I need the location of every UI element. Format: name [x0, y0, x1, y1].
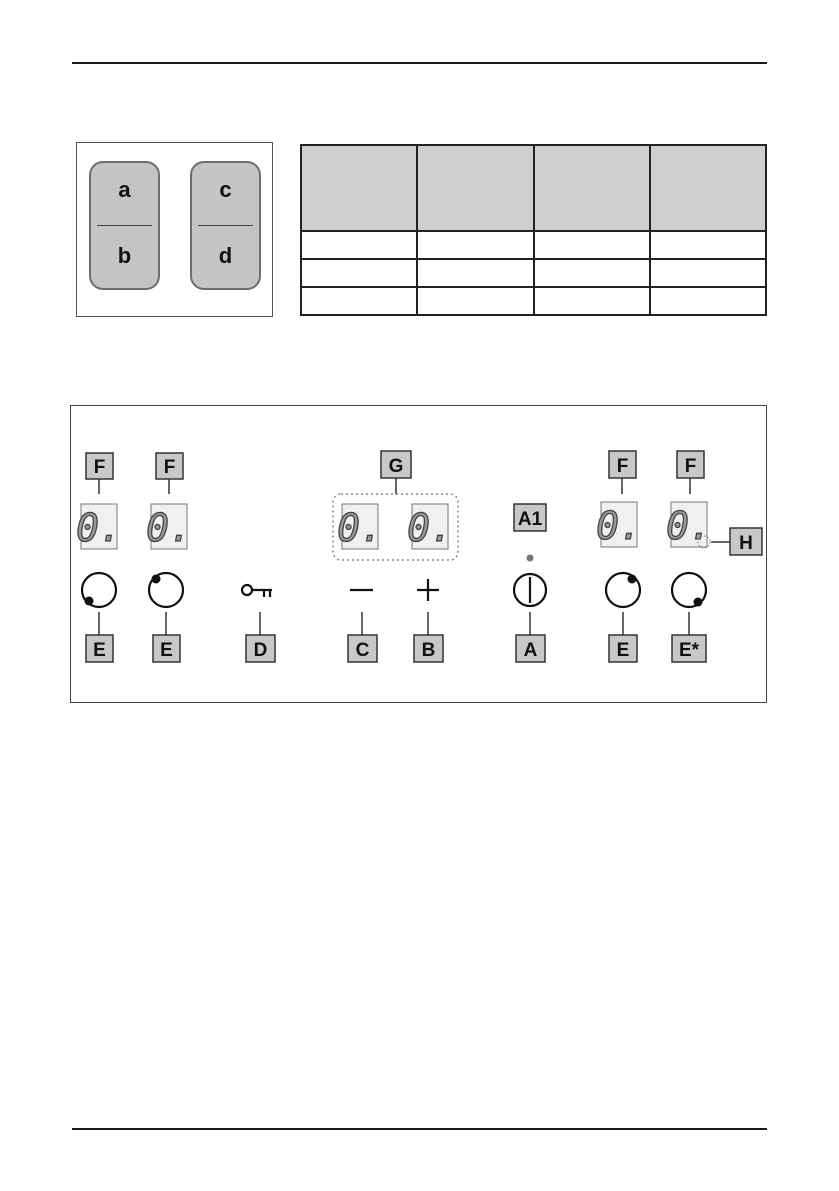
control-panel: [70, 405, 767, 703]
svg-text:0.: 0.: [666, 504, 712, 548]
svg-text:E: E: [160, 640, 173, 661]
table-cell: [534, 287, 650, 315]
label-E: [609, 635, 637, 662]
table-cell: [417, 287, 533, 315]
table-cell: [301, 231, 417, 259]
svg-text:F: F: [684, 456, 697, 477]
plus-icon[interactable]: [417, 579, 439, 601]
svg-text:H: H: [739, 533, 753, 554]
svg-text:B: B: [421, 640, 436, 661]
zone-label-c: c: [219, 177, 232, 202]
table-cell: [534, 145, 650, 231]
svg-text:0.: 0.: [146, 506, 192, 550]
zone-label-a: a: [118, 177, 131, 202]
label-A1: [514, 504, 546, 531]
svg-text:A1: A1: [517, 509, 543, 530]
svg-text:0.: 0.: [596, 504, 642, 548]
zone-display-2: [146, 504, 192, 550]
svg-text:E: E: [616, 640, 630, 661]
svg-text:G: G: [388, 456, 404, 477]
label-H: [730, 528, 762, 555]
timer-display-right: [407, 504, 453, 550]
zone-selector-icon[interactable]: [149, 573, 183, 607]
label-B: [414, 635, 443, 662]
label-E: [153, 635, 180, 662]
table-cell: [301, 287, 417, 315]
svg-text:F: F: [616, 456, 629, 477]
table-row: [301, 231, 766, 259]
cooking-zone-right: [190, 161, 261, 290]
zone-table: [300, 144, 767, 316]
label-F: [156, 453, 183, 479]
table-cell: [534, 231, 650, 259]
zone-selector-icon[interactable]: [82, 573, 116, 607]
zone-divider: [198, 225, 253, 226]
table-cell: [650, 231, 766, 259]
table-row: [301, 287, 766, 315]
label-A: [516, 635, 545, 662]
zone-display-4: [666, 502, 712, 548]
cooking-zone-left: [89, 161, 160, 290]
zone-display-3: [596, 502, 642, 548]
zone-display-1: [76, 504, 122, 550]
svg-text:F: F: [93, 457, 106, 478]
table-cell: [417, 145, 533, 231]
label-D: [246, 635, 275, 662]
label-F: [677, 451, 704, 478]
table-cell: [650, 287, 766, 315]
svg-text:0.: 0.: [76, 506, 122, 550]
label-E: [86, 635, 113, 662]
svg-text:D: D: [253, 640, 268, 661]
table-header-row: [301, 145, 766, 231]
table-cell: [650, 259, 766, 287]
label-F: [609, 451, 636, 478]
table-cell: [301, 145, 417, 231]
table-cell: [417, 231, 533, 259]
svg-text:E*: E*: [678, 640, 700, 661]
label-E-star: [672, 635, 706, 662]
timer-display-left: [337, 504, 383, 550]
table-cell: [534, 259, 650, 287]
zone-label-d: d: [218, 243, 233, 268]
table-cell: [301, 259, 417, 287]
svg-text:0.: 0.: [337, 506, 383, 550]
hob-layout-figure: [76, 142, 273, 317]
footer-rule: [72, 1128, 767, 1130]
label-F: [86, 453, 113, 479]
table-cell: [417, 259, 533, 287]
power-indicator-led: [527, 555, 534, 562]
svg-text:A: A: [523, 640, 538, 661]
svg-text:C: C: [355, 640, 370, 661]
svg-text:F: F: [163, 457, 176, 478]
zone-selector-icon[interactable]: [606, 573, 640, 607]
table-row: [301, 259, 766, 287]
control-panel-diagram: [71, 406, 768, 704]
label-C: [348, 635, 377, 662]
key-icon[interactable]: [242, 585, 272, 597]
power-icon[interactable]: [514, 574, 546, 606]
zone-label-b: b: [117, 243, 132, 268]
zone-divider: [97, 225, 152, 226]
table-cell: [650, 145, 766, 231]
svg-text:0.: 0.: [407, 506, 453, 550]
label-G: [381, 451, 411, 478]
header-rule: [72, 62, 767, 64]
svg-text:E: E: [93, 640, 106, 661]
zone-selector-icon[interactable]: [672, 573, 706, 607]
